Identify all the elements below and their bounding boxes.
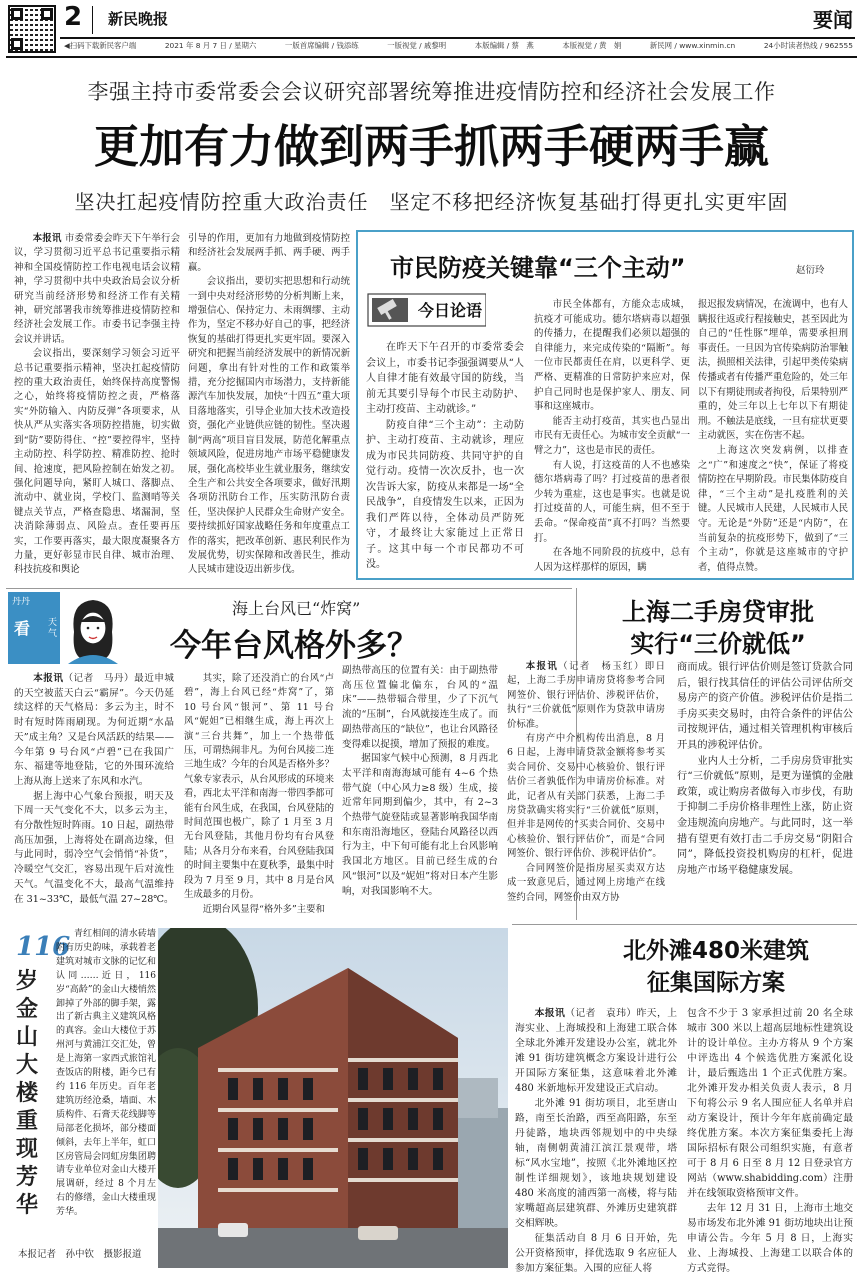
housing-col1-para3: 合同网签价是指房屋买卖双方达成一致意见后，通过网上房地产在线签约合同，网签价由双方协: [507, 862, 665, 903]
building-text: 青红相间的清水砖墙附有历史韵味，承载着老建筑对城市文脉的记忆和认同……近日，116 岁“高龄”的金山大楼悄然卸掉了外部的脚手架，露出了新古典主义建筑风格的真容。金山大楼位于苏州河与黄浦江交汇处，曾是上海第一家西式旅馆礼查饭店的附楼，距今已有约 116 年历史。百年老建筑历经沧桑，墙面、木质构件、石膏天花线脚等局部老化损坏，部分楼面倾斜，去年上半年，虹口区房管局会同虹房集团聘请专业单位对金山大楼开展调研，经过 8 个月左右的修缮，金山大楼重现芳华。: [56, 929, 156, 1218]
main-headline[interactable]: 更加有力做到两手抓两手硬两手赢: [93, 120, 769, 173]
typhoon-column-3: [342, 664, 498, 899]
main-kicker: 李强主持市委常委会会议研究部署统筹推进疫情防控和经济社会发展工作: [87, 80, 776, 104]
typhoon-col1-para2: 据上海中心气象台预报，明天及下周一天气变化不大，以多云为主，有分散性短时阵雨。10 日起，副热带高压加强，上海将处在副高边缘，但与此同时，弱冷空气会悄悄“补货”，冷暖空气交汇，容易出现午后对流性天气。气温变化不大，最高气温维持在 31~33℃，最低气温 27~28℃。: [14, 790, 174, 905]
lead-label: 本报讯: [33, 673, 64, 684]
commentary-col3-para1: 报迟报发病情况，在流调中，也有人瞒报往返或行程接触史，甚至因此为自己的“任性豚”埋单，需要承担刑事责任。一旦因为官传染病防治罪触法，损照相关法律，引起甲类传染病传播或者有传播严重危险的，处三年以下有期徒刑或者拘役，后果特别严重的，处三年以上七年以下有期徒刑。不触法是底线，一旦有症状更要主动就医，实在伤害不起。: [698, 299, 849, 442]
housing-col1-para2: 有房产中介机构传出消息，8 月 6 日起，上海申请贷款金额将参考买卖合同价、交易中心核验价、银行评估价三者孰低作为申请房价标准。对此，记者从有关部门获悉，上海二手房贷款确实将实行“三价就低”原则，但并非是网传的“买卖合同价、交易中心核验价、银行评估价”，而是“合同网签价、银行评估价、涉税评估价”。: [507, 733, 665, 860]
lead-label: 本报讯: [534, 1008, 566, 1019]
page-visual: 本版视觉 / 黄 娟: [562, 41, 622, 50]
main-col1-para2: 会议指出，要深刻学习领会习近平总书记重要指示精神，坚决扛起疫情防控的重大政治责任，始终保持高度警惕之心，始终将疫情防控之责，严格落实“外防输入、内防反弹”各项要求，从快从严从实落实各项防控措施，切实做到“防”要防得住、“控”要控得牢，坚持主动防控、科学防控、精准防控、抢时间、抢速度，把风险控制在始发之初。强化问题导向，紧盯人城口、落脚点、流动中、就业岗，学校门、监测哨等关键点关节点，严格查隐患、堵漏洞，坚决消除薄弱点、风险点。查任要再压实，工作要再落实，最大限度凝聚各方力量，更好彰显市民自律、城市治理、科技抗疫和舆论: [14, 348, 180, 576]
chief-editor: 一版首席编辑 / 钱添练: [284, 41, 359, 50]
commentary-col2-para2: 能否主动打疫苗，其实也凸显出市民有无责任心。为城市安全贡献“一臂之力”，这也是市民的责任。: [534, 415, 690, 456]
bund-column-1: [515, 1006, 677, 1276]
typhoon-title[interactable]: 今年台风格外多？: [170, 628, 418, 664]
main-column-1: [14, 232, 180, 578]
typhoon-column-2: [184, 672, 334, 917]
bund-title-line2[interactable]: 征集国际方案: [647, 970, 785, 996]
main-col2-para2: 会议指出，要切实把思想和行动统一到中央对经济形势的分析判断上来，增强信心、保持定力、未雨绸缪、主动作为，坚定不移办好自己的事，把经济恢复的基础打得更扎实更牢固。要深入研究和把握当前经济发展中的新情况新问题，拿出有针对性的工作和政策举措，充分挖掘国内市场潜力，支持新能源汽车加快发展，加快“十四五”重大项目落地落实，引导企业加大技术改造投资，强化产业链供应链的韧性。坚决遏制“两高”项目盲目发展，防范化解重点领域风险，促进房地产市场平稳健康发展，强化高校毕业生就业服务，继续安全生产和公共安全各项要求，做好汛期各项防汛防台工作，压实防汛防台责任，坚决保护人民群众生命财产安全。要持续抓好国家战略任务和年度重点工作的落实，把改革创新、惠民利民作为发展优势，切实保障和改善民生，推动人民城市建设迈出新步伐。: [188, 276, 350, 576]
masthead-rule-2: [6, 56, 857, 58]
section-title: 要闻: [813, 8, 853, 32]
qr-code[interactable]: [8, 5, 56, 53]
bund-col2-para1: 包含不少于 3 家承担过前 20 名全球城市 300 米以上超高层地标性建筑设计的设计单位。主办方将从 9 个方案中评选出 4 个候选优胜方案派化设计，最后甄选出 1 个正式优胜方案。北外滩开发办相关负责人表示，8 月下旬将公示 9 名人围应征人名单并启动方案设计，预计今年年底前确定最终优胜方案。本次方案征集委托上海国际招标有限公司组织实施，有意者可于 8 月 6 日至 8 月 12 日登录官方网站（www.shabidding.com）注册并在线领取资格预审文件。: [687, 1008, 853, 1199]
commentary-col3-para2: 上海这次突发病例，以排查之“广”和速度之“快”，保证了将疫情防控在早期阶段。市民集体防疫自律，“三个主动”是扎疫胜利的关键。人民城市人民建，人民城市人民守。无论是“外防”还是“内防”，在当前复杂的抗疫形势下，做到了“三个主动”，你就是这座城市的守护者，值得点赞。: [698, 444, 849, 573]
paper-name: 新民晚报: [108, 10, 169, 28]
housing-col1-para1: （记者 杨玉红）即日起，上海二手房申请房贷将参考合同网签价、银行评估价、涉税评估价，执行“三价就低”原则作为贷款申请房价标准。: [507, 661, 665, 730]
section-divider-2: [512, 924, 857, 925]
commentary-column-1: [366, 340, 524, 573]
building-photo[interactable]: [158, 928, 508, 1268]
badge-top: 丹丹: [12, 597, 31, 607]
commentary-col2-para4: 在各地不同阶段的抗疫中，总有人因为这样那样的原因，瞒: [534, 547, 690, 573]
typhoon-kicker: 海上台风已“炸窝”: [232, 599, 361, 618]
typhoon-col2-para2: 近期台风显得“格外多”主要和: [202, 903, 325, 915]
commentary-author: 赵衍玲: [796, 265, 825, 276]
housing-title-line1[interactable]: 上海二手房贷审批: [622, 598, 814, 626]
housing-col2-para1: 商而成。银行评估价则是签订贷款合同后，银行找其信任的评估公司评估所交易房产的资产价值。涉税评估价是指二手房买卖交易时，由符合条件的评估公司按规评估，通过相关管理机构审核后开具的涉税评估价。: [677, 662, 853, 751]
commentary-column-3: [698, 298, 848, 575]
bund-col1-para1: （记者 袁玮）昨天，上海实业、上海城投和上海建工联合体全球北外滩开发建设办公室，就北外滩 91 街坊建筑概念方案设计进行公开国际方案征集，这意味着北外滩 480 米新地标开发建设正式启动。: [515, 1008, 678, 1094]
date-text: 2021 年 8 月 7 日 / 星期六: [164, 41, 257, 50]
housing-column-2: [677, 660, 853, 878]
typhoon-col2-para1: 其实，除了还没消亡的台风“卢碧”，海上台风已经“炸窝”了，第 10 号台风“银河”、第 11 号台风“妮妲”已相继生成，海上再次上演“三台共舞”，加上一个热带低压，可谓热闹非凡。为何台风接二连三地生成？今年的台风是否格外多？气象专家表示，从台风形成的环境来看，西北太平洋和南海一带四季都可能有台风生成，在我国，台风登陆的时间范围也极广，除了 1 月至 3 月无台风登陆，其他月份均有台风登陆；从各月分布来看，台风登陆我国的时间主要集中在夏秋季，最集中时段为 7 月至 9 月，其中 8 月是台风生成最多的月份。: [184, 673, 335, 901]
commentary-col1-para1: 在昨天下午召开的市委常委会会议上，市委书记李强强调要从“人人自律才能有效最守国的防线，当前无其要引导每个市民主动防护、主动打疫苗、主动就诊。”: [366, 342, 524, 415]
building-title[interactable]: 岁金山大楼重现芳华: [16, 969, 39, 1218]
badge-main: 看: [14, 619, 31, 638]
section-divider: [6, 588, 572, 589]
commentary-title[interactable]: 市民防疫关键靠“三个主动”: [390, 254, 686, 282]
badge-side: 天气: [48, 618, 58, 639]
typhoon-column-1: [14, 672, 174, 907]
page-editor: 本版编辑 / 蔡 燕: [474, 41, 534, 50]
website-link[interactable]: 新民网 / www.xinmin.cn: [649, 41, 736, 50]
masthead-rule: [60, 37, 855, 39]
main-column-2: [188, 232, 350, 578]
page-number: 2: [64, 2, 83, 32]
typhoon-col3-para2: 据国家气候中心预测，8 月西北太平洋和南海海域可能有 4~6 个热带气旋（中心风力≥8 级）生成，接近常年同期到偏少，其中，有 2~3 个热带气旋登陆或显著影响我国华南和东南沿海地区，登陆台风路径以西行为主，中下旬可能有北上台风影响我国北方地区。目前已经生成的台风“银河”以及“妮妲”将对日本产生影响，对我国影响不大。: [342, 753, 498, 897]
typhoon-col1-para1: （记者 马丹）最近申城的天空被蓝天白云“霸屏”。今天仍延续这样的天气格局：多云为主，时不时有短时阵雨刷现。为何近期“水晶天”成主角？又是台风活跃的结果——今年第 9 号台风“卢碧”已在我国广东、福建等地登陆，它的外围环流给上海从海上送来了东风和水汽。: [14, 673, 174, 787]
bund-title-line1[interactable]: 北外滩480米建筑: [622, 938, 809, 964]
main-col2-para1: 引导的作用，更加有力地做到疫情防控和经济社会发展两手抓、两手硬、两手赢。: [188, 233, 350, 273]
commentary-col1-para2: 防疫自律“三个主动”：主动防护、主动打疫苗、主动就诊，理应成为市民共同防疫、共同守护的自觉行动。疫情一次次反扑，也一次次告诉大家，防疫从来都是一场“全民战争”，自疫情发生以来，正因为我们严阵以待，全体动员严防死守，才最终让大家能过上正常日子。这其中每一个市民都功不可没。: [366, 419, 524, 570]
housing-col2-para2: 业内人士分析，二手房房贷审批实行“三价就低”原则，是更为谨慎的金融政策，或让购房者做每入市步伐，有助于抑制二手房价格非理性上涨，防止资金违规流向房地产。与此同时，这一举措有望更有效打击二手房交易“阴阳合同”，降低投资投机购房的杠杆，促进房地产市场平稳健康发展。: [677, 755, 853, 876]
column-label: 今日论语: [418, 301, 483, 320]
commentary-column-2: [534, 298, 690, 575]
main-subhead: 坚决扛起疫情防控重大政治责任 坚定不移把经济恢复基础打得更扎实更牢固: [74, 190, 789, 214]
bund-col1-para2: 北外滩 91 街坊项目，北至唐山路，南至长治路，西至高阳路，东至丹徒路，地块西邻规划中的中央绿轴，南侧朝黄浦江滨江景观带，塔标“风水宝地”，按照《北外滩地区控制性详细规划》，该地块规划建设 480 米高度的浦西第一高楼，将与陆家嘴超高层建筑群、外滩历史建筑群交相辉映。: [515, 1098, 677, 1229]
bund-col1-para3: 征集活动自 8 月 6 日开始，先公开资格预审，择优选取 9 名应征人参加方案征集。入围的应征人将: [515, 1233, 677, 1274]
commentary-col2-para3: 有人说，打这疫苗的人不也感染德尔塔病毒了吗？打过疫苗的患者很少转为重症，这也是事实。也就是说打过疫苗的人，可能生病，但不至于丢命。“保命疫苗”真不打吗？当然要打。: [534, 459, 690, 544]
bund-col2-para2: 去年 12 月 31 日，上海市土地交易市场发布北外滩 91 街坊地块出让预申请公告。今年 5 月 8 日，上海实业、上海城投、上海建工以联合体的方式竞得。: [687, 1203, 853, 1274]
typhoon-col3-para1: 副热带高压的位置有关：由于副热带高压位置偏北偏东，台风的“温床”——热带辐合带里，少了下沉气流的“压制”，台风就接连生成了。而副热带高压的“缺位”，也让台风路径变得难以捉摸，增加了预报的难度。: [342, 665, 498, 750]
housing-title-line2[interactable]: 实行“三价就低”: [630, 630, 806, 658]
divider: [92, 6, 93, 34]
download-app-link[interactable]: ◀扫码下载新民客户端: [64, 41, 137, 50]
lead-label: 本报讯: [32, 233, 62, 244]
commentary-col2-para1: 市民全体都有，方能众志成城，抗疫才可能成功。德尔塔病毒以超强的传播力，在提醒我们必须以超强的自律能力，来完成传染的“隔断”。每一位市民都责任在肩，以更科学、更严格、更精准的日常防护来应对，保护自己同时也是保护家人、朋友、同事和这座城市。: [534, 299, 690, 413]
lead-label: 本报讯: [525, 661, 559, 672]
bund-column-2: [687, 1006, 853, 1276]
column-badge: [8, 592, 60, 664]
main-col1-para1: 市委常委会昨天下午举行会议，学习贯彻习近平总书记重要指示精神和全国疫情防控工作电视电话会议精神，学习贯彻中共中央政治局会议分析研究当前经济形势和经济工作有关精神，研究部署我市统筹推进疫情防控和经济社会发展工作。市委书记李强主持会议并讲话。: [14, 233, 180, 345]
avatar: [62, 592, 124, 664]
photo-credit: 本报记者 孙中钦 摄影报道: [18, 1249, 142, 1260]
front-visual: 一版视觉 / 戚黎明: [387, 41, 447, 50]
building-age: 116: [16, 932, 71, 962]
housing-column-1: [507, 660, 665, 905]
info-row: [64, 40, 859, 51]
hotline: 24小时读者热线 / 962555: [763, 41, 853, 50]
